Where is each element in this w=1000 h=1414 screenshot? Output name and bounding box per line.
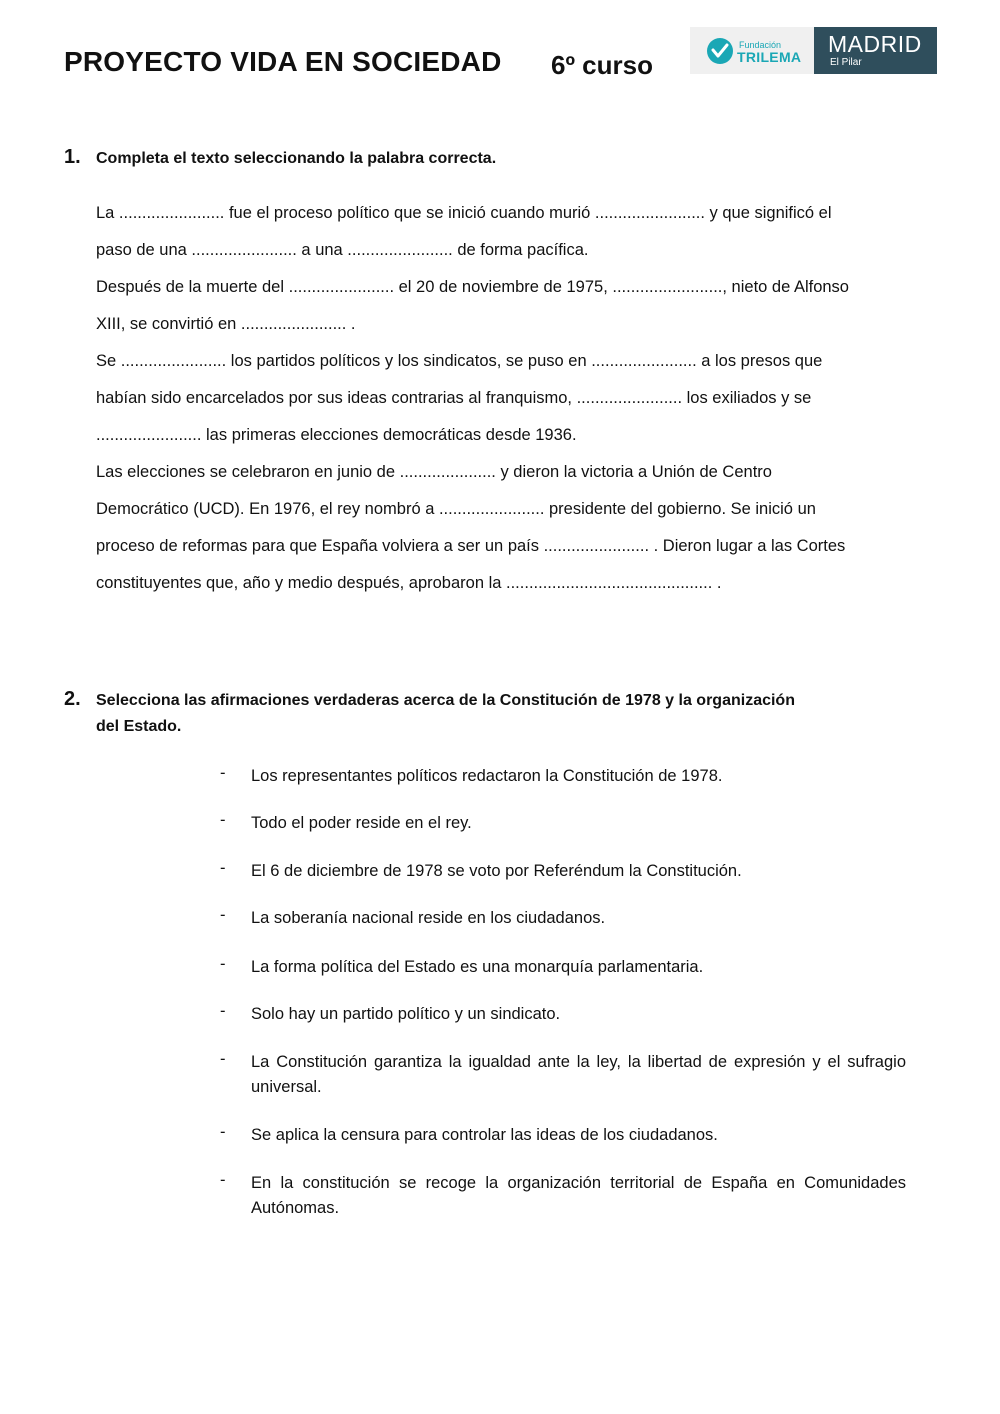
logo-foundation-text: Fundación (739, 40, 782, 50)
bullet-dash: - (220, 1171, 226, 1189)
question-2-number: 2. (64, 688, 81, 710)
logo-city-text: MADRID (828, 31, 922, 57)
question-2-instruction-line: Selecciona las afirmaciones verdaderas acerca de la Constitución de 1978 y la organización (96, 692, 795, 709)
bullet-dash: - (220, 1123, 226, 1141)
trilema-logo (690, 27, 814, 74)
statement-text: El 6 de diciembre de 1978 se voto por Referéndum la Constitución. (251, 862, 742, 880)
course-label: 6º curso (551, 50, 653, 80)
paragraph-line: XIII, se convirtió en ....................... . (96, 315, 356, 333)
logo-brand-text: TRILEMA (737, 49, 802, 65)
paragraph-line: Las elecciones se celebraron en junio de ..................... y dieron la victoria a Unión de Centro (96, 463, 772, 481)
bullet-dash: - (220, 906, 226, 924)
paragraph-line: paso de una ....................... a una ....................... de forma pacífica. (96, 241, 589, 259)
logo-school-text: El Pilar (830, 57, 862, 68)
statement-text: La Constitución garantiza la igualdad ante la ley, la libertad de expresión y el sufragio universal. (251, 1053, 906, 1096)
bullet-dash: - (220, 955, 226, 973)
paragraph-line: Democrático (UCD). En 1976, el rey nombró a ....................... presidente del gobierno. Se inició un (96, 500, 816, 518)
paragraph-line: Después de la muerte del ....................... el 20 de noviembre de 1975, ........................, nieto de Alfonso (96, 278, 849, 296)
paragraph-line: constituyentes que, año y medio después, aprobaron la ............................................. . (96, 574, 722, 592)
bullet-dash: - (220, 764, 226, 782)
statement-text: Solo hay un partido político y un sindicato. (251, 1005, 561, 1023)
statement-text: En la constitución se recoge la organización territorial de España en Comunidades Autónomas. (251, 1174, 906, 1217)
question-2-instruction-line: del Estado. (96, 718, 182, 735)
bullet-dash: - (220, 1050, 226, 1068)
paragraph-line: La ....................... fue el proceso político que se inició cuando murió ........................ y que significó el (96, 204, 832, 222)
question-1-number: 1. (64, 146, 81, 168)
statement-text: La forma política del Estado es una monarquía parlamentaria. (251, 958, 704, 976)
paragraph-line: Se ....................... los partidos políticos y los sindicatos, se puso en ....................... a los presos que (96, 352, 823, 370)
school-logo (690, 27, 937, 74)
madrid-logo (814, 27, 937, 74)
question-2-instruction (96, 688, 795, 740)
bullet-dash: - (220, 811, 226, 829)
statement-text: Se aplica la censura para controlar las ideas de los ciudadanos. (251, 1126, 718, 1144)
statement-text: La soberanía nacional reside en los ciudadanos. (251, 909, 606, 927)
trilema-leaf-icon (706, 37, 734, 65)
page-title: PROYECTO VIDA EN SOCIEDAD (64, 46, 502, 77)
statement-text: Todo el poder reside en el rey. (251, 814, 472, 832)
bullet-dash: - (220, 1002, 226, 1020)
paragraph-line: ....................... las primeras elecciones democráticas desde 1936. (96, 426, 577, 444)
question-1-instruction: Completa el texto seleccionando la palabra correcta. (96, 150, 497, 167)
paragraph-line: proceso de reformas para que España volviera a ser un país ....................... . Dieron lugar a las Cortes (96, 537, 846, 555)
statement-text: Los representantes políticos redactaron la Constitución de 1978. (251, 767, 723, 785)
paragraph-line: habían sido encarcelados por sus ideas contrarias al franquismo, ....................... los exiliados y se (96, 389, 812, 407)
bullet-dash: - (220, 859, 226, 877)
